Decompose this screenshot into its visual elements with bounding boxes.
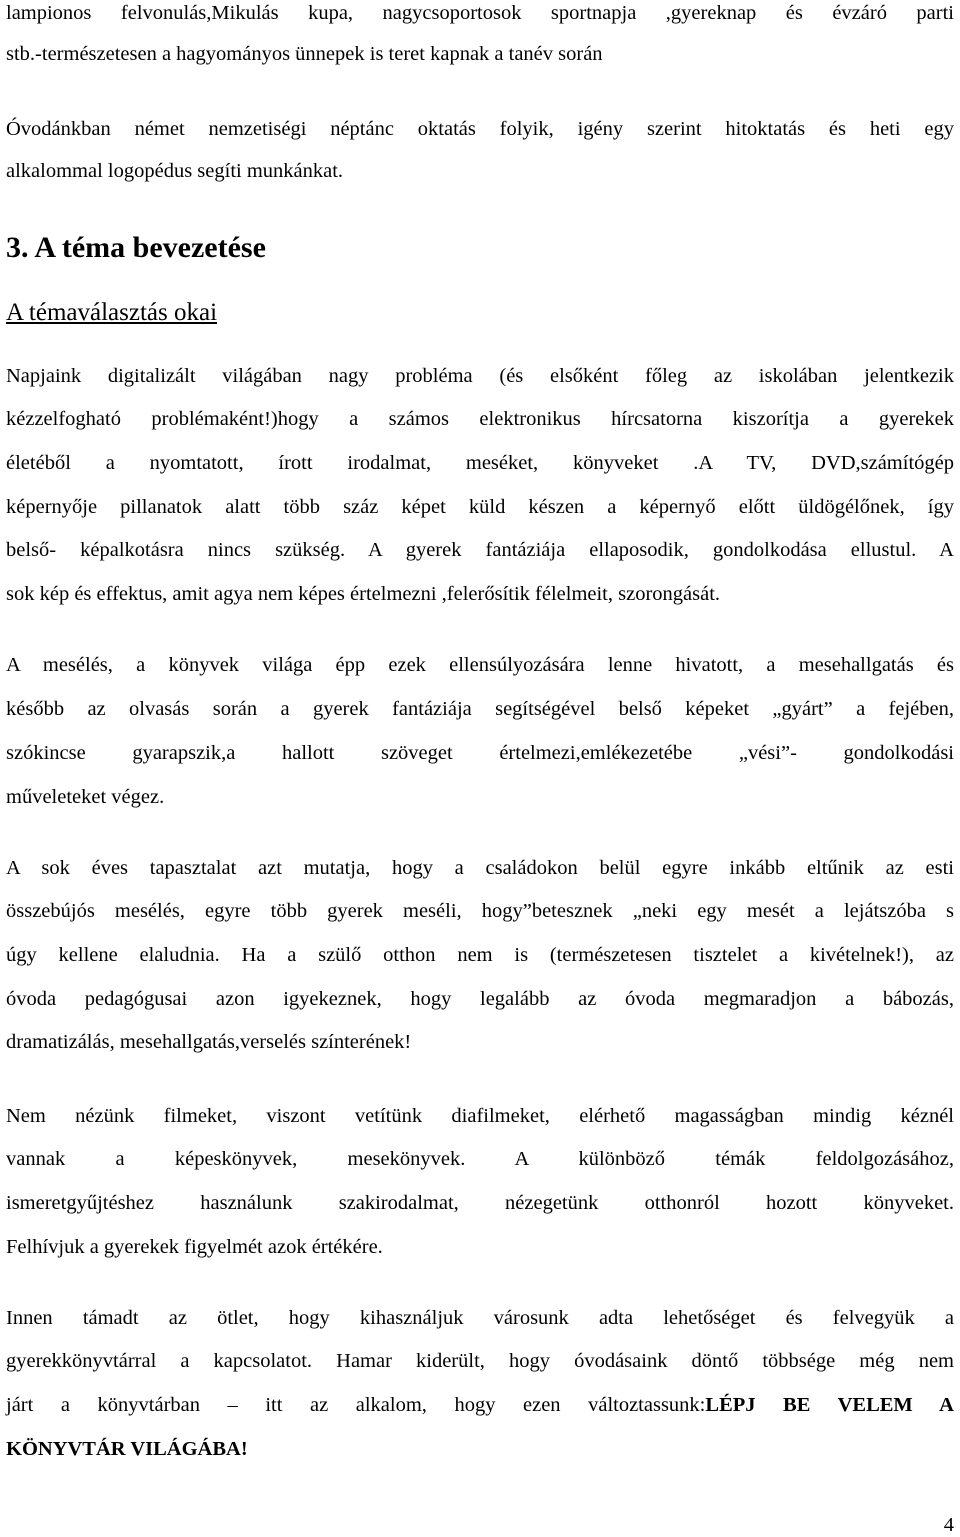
text-line: úgy kellene elaludnia. Ha a szülő otthon nem is (természetesen tisztelet a kivételnek!), az: [6, 944, 954, 966]
text-line: dramatizálás, mesehallgatás,verselés színterének!: [6, 1031, 412, 1053]
text-line: [6, 1436, 954, 1462]
text-line: életéből a nyomtatott, írott irodalmat, meséket, könyveket .A TV, DVD,számítógép: [6, 452, 954, 474]
text-line: Felhívjuk a gyerekek figyelmét azok értékére.: [6, 1236, 383, 1258]
text-line: ismeretgyűjtéshez használunk szakirodalmat, nézegetünk otthonról hozott könyveket.: [6, 1192, 954, 1214]
text-line-mixed: [6, 1392, 954, 1418]
text-line: Nem nézünk filmeket, viszont vetítünk diafilmeket, elérhető magasságban mindig kéznél: [6, 1105, 954, 1127]
text-line: szókincse gyarapszik,a hallott szöveget értelmezi,emlékezetébe „vési”- gondolkodási: [6, 742, 954, 764]
text-line: Napjaink digitalizált világában nagy probléma (és elsőként főleg az iskolában jelentkezik: [6, 365, 954, 387]
text-line: A mesélés, a könyvek világa épp ezek ellensúlyozására lenne hivatott, a mesehallgatás és: [6, 654, 954, 676]
text-line: óvoda pedagógusai azon igyekeznek, hogy legalább az óvoda megmaradjon a bábozás,: [6, 988, 954, 1010]
text-line: műveleteket végez.: [6, 786, 165, 808]
text-line: kézzelfogható problémaként!)hogy a számos elektronikus hírcsatorna kiszorítja a gyerekek: [6, 408, 954, 430]
text-line: sok kép és effektus, amit agya nem képes értelmezni ,felerősítik félelmeit, szorongását.: [6, 583, 721, 605]
text-line: összebújós mesélés, egyre több gyerek meséli, hogy”betesznek „neki egy mesét a lejátszóba s: [6, 900, 954, 922]
page-number: 4: [943, 1514, 954, 1536]
section-heading: 3. A téma bevezetése: [6, 231, 266, 264]
text-line: alkalommal logopédus segíti munkánkat.: [6, 160, 344, 182]
text-line: belső- képalkotásra nincs szükség. A gyerek fantáziája ellaposodik, gondolkodása ellustul. A: [6, 539, 954, 561]
text-line: vannak a képeskönyvek, mesekönyvek. A különböző témák feldolgozásához,: [6, 1148, 954, 1170]
section-subheading: A témaválasztás okai: [6, 299, 218, 326]
bold-callout: LÉPJ BE VELEM A: [705, 1394, 954, 1416]
text-line: stb.-természetesen a hagyományos ünnepek is teret kapnak a tanév során: [6, 43, 603, 65]
text-line: lampionos felvonulás,Mikulás kupa, nagycsoportosok sportnapja ,gyereknap és évzáró parti: [6, 2, 954, 24]
text-line: gyerekkönyvtárral a kapcsolatot. Hamar kiderült, hogy óvodásaink döntő többsége még nem: [6, 1350, 954, 1372]
text-line: képernyője pillanatok alatt több száz képet küld készen a képernyő előtt üldögélőnek, így: [6, 496, 954, 518]
bold-callout: KÖNYVTÁR VILÁGÁBA!: [6, 1438, 248, 1460]
text-line: Óvodánkban német nemzetiségi néptánc oktatás folyik, igény szerint hitoktatás és heti egy: [6, 118, 954, 140]
text-span: járt a könyvtárban – itt az alkalom, hogy ezen változtassunk:: [6, 1394, 706, 1416]
text-line: A sok éves tapasztalat azt mutatja, hogy a családokon belül egyre inkább eltűnik az esti: [6, 857, 954, 879]
text-line: Innen támadt az ötlet, hogy kihasználjuk városunk adta lehetőséget és felvegyük a: [6, 1307, 954, 1329]
text-line: később az olvasás során a gyerek fantáziája segítségével belső képeket „gyárt” a fejében,: [6, 698, 954, 720]
